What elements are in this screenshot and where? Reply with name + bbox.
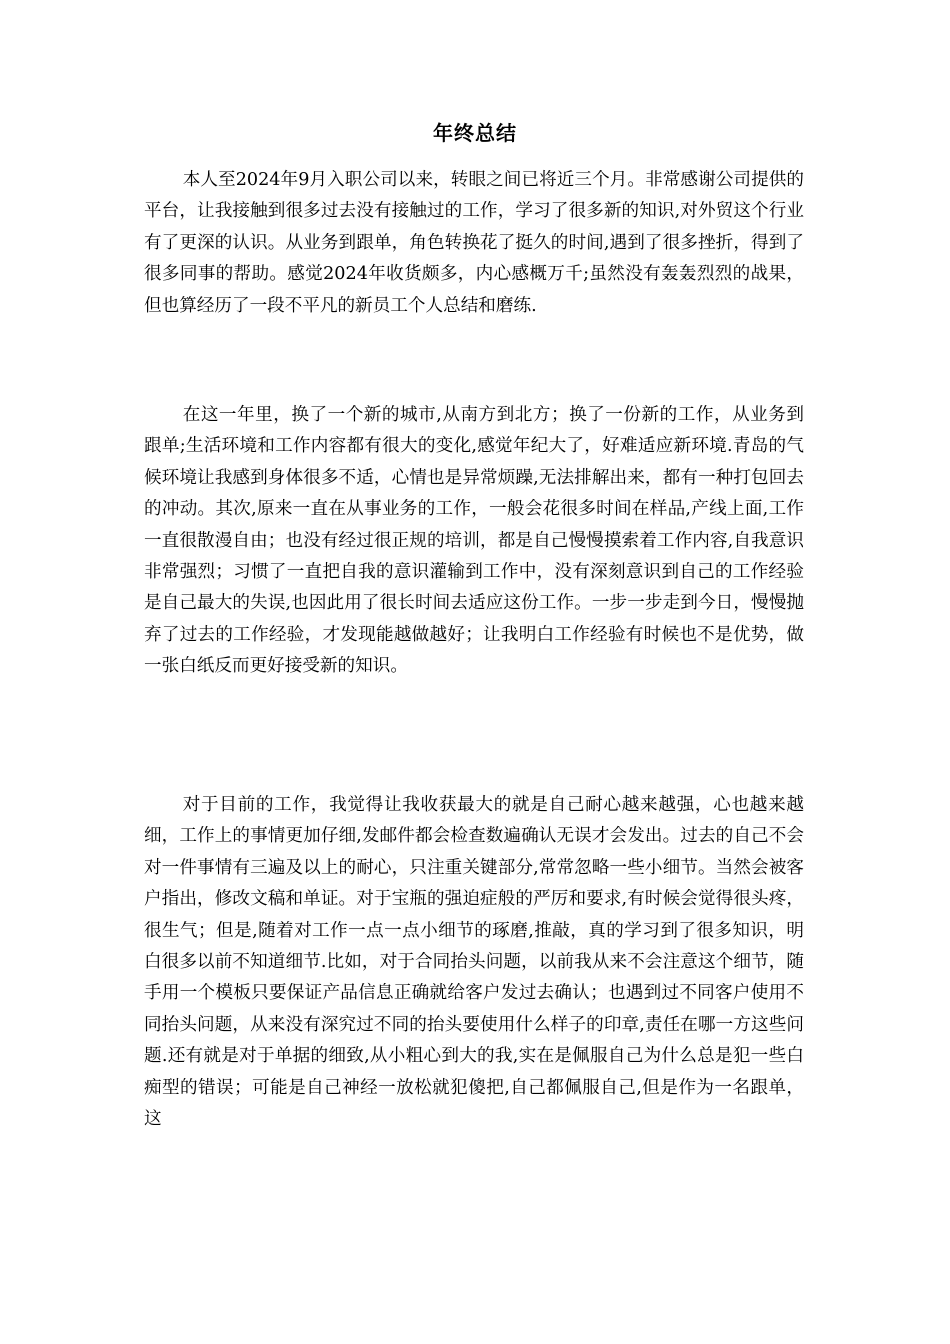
paragraph-2: 在这一年里，换了一个新的城市,从南方到北方；换了一份新的工作，从业务到跟单;生活环境和工作内容都有很大的变化,感觉年纪大了，好难适应新环境.青岛的气候环境让我感到身体很多不适，心情也是异常烦躁,无法排解出来，都有一种打包回去的冲动。其次,原来一直在从事业务的工作，一般会花很多时间在样品,产线上面,工作一直很散漫自由；也没有经过很正规的培训，都是自己慢慢摸索着工作内容,自我意识非常强烈；习惯了一直把自我的意识灌输到工作中，没有深刻意识到自己的工作经验是自己最大的失误,也因此用了很长时间去适应这份工作。一步一步走到今日，慢慢抛弃了过去的工作经验，才发现能越做越好；让我明白工作经验有时候也不是优势，做一张白纸反而更好接受新的知识。	[144, 405, 804, 677]
paragraph-3: 对于目前的工作，我觉得让我收获最大的就是自己耐心越来越强，心也越来越细，工作上的事情更加仔细,发邮件都会检查数遍确认无误才会发出。过去的自己不会对一件事情有三遍及以上的耐心，只注重关键部分,常常忽略一些小细节。当然会被客户指出，修改文稿和单证。对于宝瓶的强迫症般的严厉和要求,有时候会觉得很头疼，很生气；但是,随着对工作一点一点小细节的琢磨,推敲，真的学习到了很多知识，明白很多以前不知道细节.比如，对于合同抬头问题，以前我从来不会注意这个细节，随手用一个模板只要保证产品信息正确就给客户发过去确认；也遇到过不同客户使用不同抬头问题，从来没有深究过不同的抬头要使用什么样子的印章,责任在哪一方这些问题.还有就是对于单据的细致,从小粗心到大的我,实在是佩服自己为什么总是犯一些白痴型的错误；可能是自己神经一放松就犯傻把,自己都佩服自己,但是作为一名跟单，这	[144, 795, 804, 1130]
document-title: 年终总结	[433, 121, 517, 145]
paragraph-1: 本人至2024年9月入职公司以来，转眼之间已将近三个月。非常感谢公司提供的平台，让我接触到很多过去没有接触过的工作，学习了很多新的知识,对外贸这个行业有了更深的认识。从业务到跟单，角色转换花了挺久的时间,遇到了很多挫折，得到了很多同事的帮助。感觉2024年收货颇多，内心感概万千;虽然没有轰轰烈烈的战果，但也算经历了一段不平凡的新员工个人总结和磨练.	[144, 170, 804, 316]
